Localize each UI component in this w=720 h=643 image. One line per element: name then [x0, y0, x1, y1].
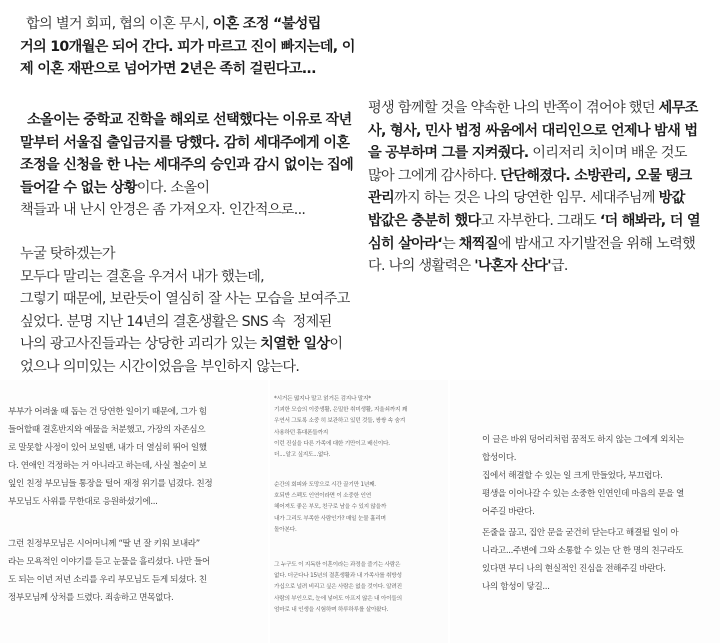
text-run: 모두다 말리는 결혼을 우겨서 내가 했는데, — [20, 268, 264, 285]
bold-text-run: 밥값은 충분히 했다 — [368, 212, 481, 229]
text-line — [274, 491, 448, 502]
paragraph-10 — [482, 432, 720, 522]
text-run: 로 말못할 사정이 있어 보일땐, 내가 더 열심히 뛰어 일했 — [8, 442, 207, 453]
text-run: 돈줄을 끊고, 집안 문을 굳건히 닫는다고 해결될 일이 아 — [482, 528, 679, 538]
text-line — [8, 572, 268, 590]
text-line — [20, 288, 356, 311]
text-line — [8, 404, 268, 422]
text-run: 잎인 친정 부모님들 통장을 털어 재정 위기를 넘겼다. 친정 — [8, 478, 213, 489]
bold-text-run: 이혼 조정 “불성립 — [212, 16, 321, 32]
essay-panel-top-right — [358, 0, 720, 378]
text-run: 호되반 스펙도 인연이라면 이 소중한 인연 — [274, 493, 371, 500]
text-line — [368, 255, 720, 278]
text-run: 그렇기 때문에, 보란듯이 열심히 잘 사는 모습을 보여주고 — [20, 291, 350, 308]
text-line — [8, 494, 268, 512]
bold-text-run: 방값 — [658, 190, 685, 207]
text-run: 이리저리 치이며 배운 것도 — [528, 145, 687, 162]
text-line — [20, 132, 356, 155]
bold-text-run: 단단해졌다. 소방관리, 오물 탱크 — [500, 167, 692, 184]
text-run: 급. — [550, 258, 568, 275]
text-run: 없다. 더군다나 15년의 결혼생활과 내 가족사를 취방성 — [274, 573, 402, 580]
text-line — [20, 13, 356, 36]
text-run: 누굴 탓하겠는가 — [20, 246, 115, 262]
bold-text-run: ‘더 해봐라, 더 열 — [599, 212, 700, 229]
paragraph-4 — [368, 97, 720, 278]
essay-panel-bottom-middle — [270, 380, 448, 643]
paragraph-5 — [8, 404, 268, 511]
text-line — [20, 356, 356, 379]
text-line — [274, 560, 448, 571]
text-line — [368, 120, 720, 143]
text-line — [20, 199, 356, 222]
text-run: 내가 그리도 부족한 사람인가? 매일 눈물 흘리며 — [274, 515, 386, 522]
text-run: 니라고...주변에 그와 소통할 수 있는 단 한 명의 친구라도 — [482, 545, 684, 556]
text-line — [274, 394, 448, 405]
paragraph-8 — [274, 480, 448, 536]
text-run: 집에서 해결할 수 있는 일 크게 만들었다, 부끄럽다. — [482, 470, 663, 481]
text-line — [368, 97, 720, 120]
bold-text-run: 세무조 — [658, 100, 698, 116]
text-line — [482, 468, 720, 486]
essay-panel-top-left — [0, 0, 356, 378]
text-run: 는 — [441, 235, 459, 252]
text-run: 이 글은 바위 덩어리처럼 꿈적도 하지 않는 그에게 외치는 — [482, 435, 684, 445]
bold-text-run: 채찍질 — [458, 235, 498, 252]
text-line — [20, 36, 356, 59]
text-line — [482, 543, 720, 561]
text-line — [482, 450, 720, 468]
text-run: 평생 함께할 것을 약속한 나의 반쪽이 겪어야 했던 — [368, 100, 659, 116]
text-line — [274, 605, 448, 616]
text-line — [482, 525, 720, 543]
bold-text-run: 조정을 신청을 한 나는 세대주의 승인과 감시 없이는 집에 — [20, 157, 354, 174]
bold-text-run: 제 이혼 재판으로 넘어가면 2년은 족히 걸린다고... — [20, 61, 316, 78]
text-run: 있다면 부디 나의 현실적인 진심을 전해주길 바란다. — [482, 563, 666, 574]
text-run: 싶었다. 분명 지난 14년의 결혼생활은 SNS 속 정제된 — [20, 313, 332, 330]
text-run: 책들과 내 난시 안경은 좀 가져오자. 인간적으로... — [20, 202, 306, 219]
bold-text-run: 들어갈 수 없는 상황 — [20, 179, 137, 196]
text-line — [274, 480, 448, 491]
text-run: 우연서 그토록 소중 히 보관하고 있던 것들, 쌍쌍 속 숨겨 — [274, 418, 405, 425]
text-run: 그런 친정부모님은 시어머니께 “딸 년 잘 키워 보내라” — [8, 539, 200, 549]
bold-text-run: 말부터 서울집 출입금지를 당했다. 감히 세대주에게 이혼 — [20, 134, 350, 151]
text-line — [482, 432, 720, 450]
bold-text-run: '나혼자 산다' — [474, 258, 551, 275]
text-run: 나의 함성이 닿길... — [482, 581, 550, 592]
text-line — [368, 233, 720, 256]
bold-text-run: 거의 10개월은 되어 간다. 피가 마르고 진이 빠지는데, 이 — [20, 38, 355, 55]
text-line — [8, 458, 268, 476]
text-line — [482, 504, 720, 522]
text-run: 고 자부한다. 그래도 — [480, 212, 600, 229]
text-run: 부부가 어려울 때 돕는 건 당연한 일이기 때문에, 그가 힘 — [8, 407, 207, 417]
bold-text-run: 관리 — [368, 190, 395, 207]
paragraph-9 — [274, 560, 448, 616]
text-run: 었으나 의미있는 시간이었음을 부인하지 않는다. — [20, 358, 300, 375]
text-line — [274, 450, 448, 461]
text-line — [274, 439, 448, 450]
text-run: 헤어져도 좋은 부모, 친구로 남을 수 있지 않을까 — [274, 504, 387, 511]
text-line — [20, 333, 356, 356]
text-run: 에 밤새고 자기발전을 위해 노력했 — [497, 235, 696, 252]
essay-panel-bottom-left — [0, 380, 268, 643]
bold-text-run: 심히 살아라‘ — [368, 235, 442, 252]
text-line — [274, 428, 448, 439]
text-line — [8, 554, 268, 572]
text-line — [368, 142, 720, 165]
text-line — [368, 210, 720, 233]
text-run: 많아 그에게 감사하다. — [368, 167, 501, 184]
text-line — [20, 154, 356, 177]
text-run: 어주길 바란다. — [482, 506, 535, 517]
text-line — [368, 187, 720, 210]
text-line — [20, 177, 356, 200]
text-line — [20, 266, 356, 289]
text-run: 다. 연애인 걱정하는 거 아니라고 하는데, 사실 철순이 보 — [8, 460, 207, 471]
bold-text-run: 소올이는 중학교 진학을 해외로 선택했다는 이유로 작년 — [27, 112, 352, 128]
text-run: 돌아본다. — [274, 526, 297, 533]
paragraph-3 — [20, 243, 356, 379]
paragraph-7 — [274, 394, 448, 461]
text-run: 다. 나의 생활력은 — [368, 258, 475, 275]
text-run: 라는 모욕적인 이야기를 듣고 눈물을 흘리셨다. 나만 들어 — [8, 556, 210, 567]
text-line — [8, 422, 268, 440]
text-run: 들어할때 결혼반지와 예물을 처분했고, 가장의 자존심으 — [8, 424, 206, 435]
text-run: 더....알고 싶지도...없다. — [274, 452, 330, 459]
text-line — [20, 58, 356, 81]
text-line — [8, 440, 268, 458]
text-line — [274, 525, 448, 536]
text-line — [8, 476, 268, 494]
text-line — [8, 590, 268, 608]
text-run: 까지 하는 것은 나의 당연한 임무. 세대주님께 — [394, 190, 659, 207]
text-line — [274, 582, 448, 593]
text-line — [274, 594, 448, 605]
text-run: 도 되는 이년 저년 소리를 우리 부모님도 듣게 되셨다. 친 — [8, 574, 207, 585]
text-run: 이런 진실을 다른 가족에 대한 기만이고 배신이다. — [274, 440, 390, 447]
text-run: 기괴한 모습의 이중생활, 은밀한 취미생활, 지울쇠까지 꽤 — [274, 407, 408, 414]
text-run: 엄마로 내 인생을 시험하며 하루하루를 살아왔다. — [274, 606, 389, 613]
text-run: 나의 광고사진들과는 상당한 괴리가 있는 — [20, 336, 261, 353]
text-line — [274, 502, 448, 513]
text-line — [20, 243, 356, 266]
bold-text-run: 을 공부하며 그를 지켜줬다. — [368, 145, 529, 162]
text-line — [20, 109, 356, 132]
text-line — [274, 571, 448, 582]
text-line — [482, 561, 720, 579]
text-run: 합의 별거 회피, 협의 이혼 무시, — [26, 16, 213, 32]
text-run: 이다. 소올이 — [136, 179, 210, 196]
paragraph-11 — [482, 525, 720, 597]
text-line — [482, 486, 720, 504]
text-line — [274, 405, 448, 416]
text-line — [8, 536, 268, 554]
text-run: 정부모님께 상처를 드렸다. 죄송하고 면목없다. — [8, 592, 174, 603]
text-line — [274, 514, 448, 525]
text-run: 합성이다. — [482, 452, 517, 463]
text-run: 가십으로 널려 비리고 싶은 사람은 없을 것이다. 알려진 — [274, 584, 402, 591]
paragraph-2 — [20, 109, 356, 222]
text-line — [274, 416, 448, 427]
text-run: 순간의 회피와 도망으로 시간 끌기만 1년째. — [274, 482, 376, 488]
text-run: 부모님도 사위를 무한대로 응원하셨기에... — [8, 496, 158, 507]
text-run: 평생을 이어나갈 수 있는 소중한 인연인데 마음의 문을 열 — [482, 488, 684, 499]
essay-panel-bottom-right — [450, 380, 720, 643]
text-run: 그 누구도 이 지독한 이혼이라는 과정을 즐기는 사람은 — [274, 562, 401, 568]
text-run: 이 — [329, 336, 343, 353]
bold-text-run: 사, 형사, 민사 법정 싸움에서 대리인으로 언제나 밤새 법 — [368, 122, 698, 139]
text-run: 사용하던 휴대폰들까지 — [274, 429, 328, 436]
text-run: *시거든 떫지나 말고 얽거든 검지나 말지* — [274, 396, 371, 402]
text-run: 사람의 부인으로, 눈에 넣어도 아프지 않은 내 아이들의 — [274, 595, 402, 602]
bold-text-run: 치열한 일상 — [260, 336, 330, 353]
text-line — [482, 579, 720, 597]
text-line — [368, 165, 720, 188]
text-line — [20, 311, 356, 334]
paragraph-1 — [20, 13, 356, 81]
paragraph-6 — [8, 536, 268, 608]
